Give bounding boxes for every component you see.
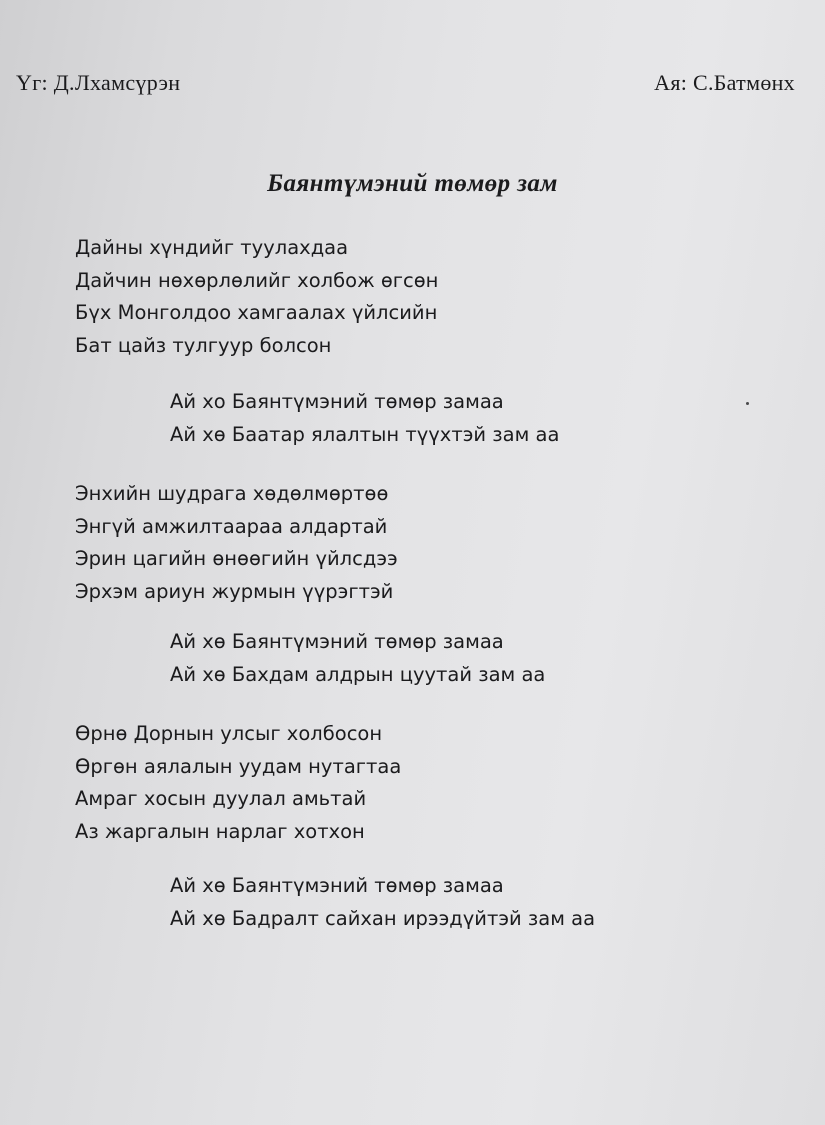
paper-speck [746, 402, 749, 405]
verse-line: Аз жаргалын нарлаг хотхон [75, 819, 365, 843]
verse-line: Өргөн аялалын уудам нутагтаа [75, 754, 402, 778]
verse-line: Энгүй амжилтаараа алдартай [75, 514, 388, 538]
chorus-line: Ай хө Баянтүмэний төмөр замаа [170, 630, 504, 653]
verse-3 [75, 718, 401, 848]
verse-2 [75, 478, 398, 608]
chorus-3 [170, 870, 595, 935]
chorus-1 [170, 386, 559, 451]
lyrics-credit: Үг: Д.Лхамсүрэн [16, 70, 181, 95]
chorus-line: Ай хө Бахдам алдрын цуутай зам аа [170, 662, 546, 686]
verse-line: Дайны хүндийг туулахдаа [75, 236, 349, 259]
verse-line: Бүх Монголдоо хамгаалах үйлсийн [75, 301, 438, 324]
chorus-line: Ай хө Бадралт сайхан ирээдүйтэй зам аа [170, 906, 596, 930]
verse-line: Амраг хосын дуулал амьтай [75, 787, 367, 810]
verse-line: Энхийн шудрага хөдөлмөртөө [75, 482, 389, 505]
verse-line: Дайчин нөхөрлөлийг холбож өгсөн [75, 268, 439, 292]
verse-1 [75, 232, 438, 362]
verse-line: Өрнө Дорнын улсыг холбосон [75, 722, 383, 745]
song-title: Баянтүмэний төмөр зам [267, 170, 558, 197]
chorus-2 [170, 626, 545, 691]
verse-line: Эрин цагийн өнөөгийн үйлсдээ [75, 547, 398, 570]
chorus-line: Ай хө Баянтүмэний төмөр замаа [170, 874, 504, 897]
verse-line: Эрхэм ариун журмын үүрэгтэй [75, 579, 394, 603]
chorus-line: Ай хо Баянтүмэний төмөр замаа [170, 390, 504, 413]
chorus-line: Ай хө Баатар ялалтын түүхтэй зам аа [170, 422, 560, 446]
music-credit: Ая: С.Батмөнх [654, 70, 795, 95]
verse-line: Бат цайз тулгуур болсон [75, 333, 332, 357]
